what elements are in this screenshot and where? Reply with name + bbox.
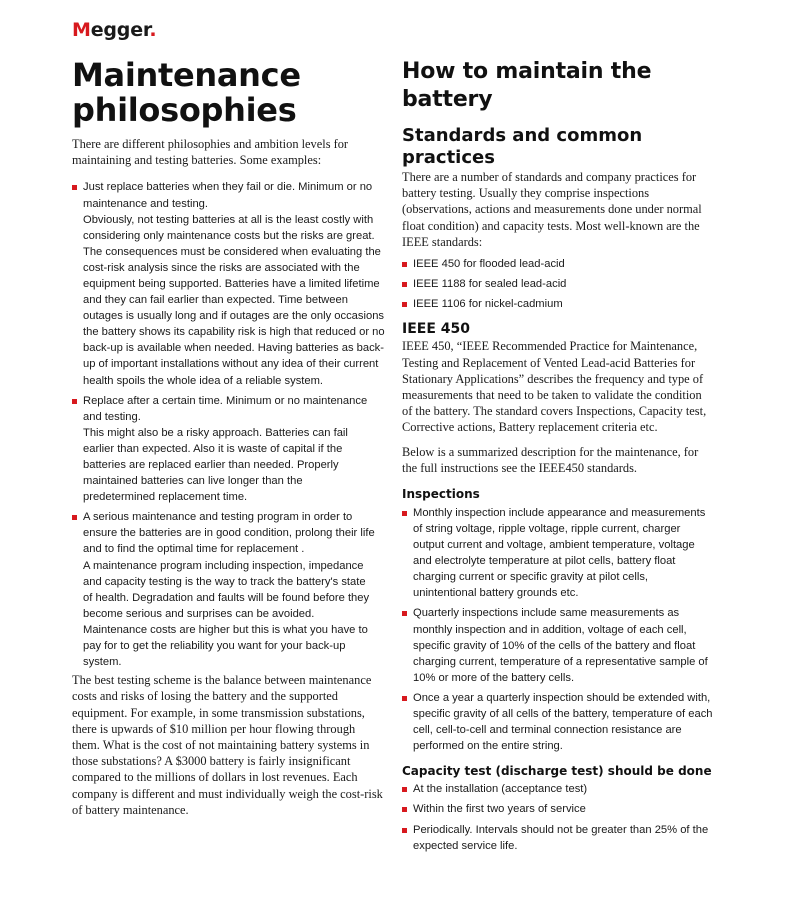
- list-item: Periodically. Intervals should not be greater than 25% of the expected service life.: [402, 822, 714, 854]
- capacity-test-heading: Capacity test (discharge test) should be done: [402, 764, 712, 779]
- list-item: [72, 393, 386, 506]
- list-item: [72, 509, 386, 670]
- bullet-lead: Replace after a certain time. Minimum or no maintenance and testing.: [83, 394, 368, 423]
- list-item: [72, 179, 386, 388]
- bullet-continuation: A maintenance program including inspection, impedance and capacity testing is the way to track the battery's state of health. Degradation and faults will be found before they become serious and surprises can be avoided. Maintenance costs are higher but this is what you have to pay for to get the reliability you want for your back-up system.: [83, 559, 370, 669]
- subsection-title: Standards and common practices: [402, 125, 643, 168]
- inspections-list: [402, 505, 714, 754]
- bullet-continuation: This might also be a risky approach. Batteries can fail earlier than expected. Also it is waste of capital if the batteries are replaced earlier than needed. Properly maintained batteries can live longer than the predetermined replacement time.: [83, 426, 348, 504]
- standards-list: [402, 256, 718, 312]
- philosophy-list: [72, 179, 386, 670]
- ieee-450-heading: IEEE 450: [402, 321, 470, 338]
- list-item: At the installation (acceptance test): [402, 781, 714, 797]
- list-item: IEEE 1188 for sealed lead-acid: [402, 276, 718, 292]
- list-item: Quarterly inspections include same measurements as monthly inspection and in addition, voltage of each cell, specific gravity of 10% of the cells of the battery and float charging current, temperature of a representative sample of 10% or more of the battery cells.: [402, 605, 714, 685]
- list-item: IEEE 450 for flooded lead-acid: [402, 256, 718, 272]
- page-title: Maintenance philosophies: [72, 56, 301, 129]
- standards-intro: There are a number of standards and company practices for battery testing. Usually they comprise inspections (observations, actions and measurements done under normal float condition) and capacity tests. Most well-known are the IEEE standards:: [402, 170, 702, 249]
- inspections-heading: Inspections: [402, 486, 480, 501]
- list-item: Once a year a quarterly inspection should be extended with, specific gravity of all cells of the battery, temperature of each cell, cell-to-cell and terminal connection resistance are performed on the entire string.: [402, 690, 714, 754]
- summary-paragraph: Below is a summarized description for the maintenance, for the full instructions see the IEEE450 standards.: [402, 444, 699, 475]
- list-item: IEEE 1106 for nickel-cadmium: [402, 296, 718, 312]
- right-column: [402, 58, 718, 854]
- intro-paragraph: There are different philosophies and ambition levels for maintaining and testing batteries. Some examples:: [72, 137, 349, 168]
- capacity-list: [402, 781, 714, 853]
- closing-paragraph: The best testing scheme is the balance between maintenance costs and risks of losing the battery and the supported equipment. For example, in some transmission substations, there is upwards of $10 million per hour flowing through them. What is the cost of not maintaining battery systems in those substations? A $3000 battery is fairly insignificant compared to the millions of dollars in lost revenues. Each company is different and must individually weigh the cost-risk of battery maintenance.: [72, 673, 383, 817]
- bullet-lead: Just replace batteries when they fail or die. Minimum or no maintenance and testing.: [83, 181, 373, 210]
- left-column: [72, 56, 385, 818]
- section-title: How to maintain the battery: [402, 59, 652, 112]
- megger-logo: Megger.: [72, 19, 157, 41]
- bullet-lead: A serious maintenance and testing program in order to ensure the batteries are in good condition, prolong their life and to find the optimal time for replacement .: [83, 511, 375, 556]
- bullet-continuation: Obviously, not testing batteries at all is the least costly with considering only maintenance costs but the risks are great. The consequences must be considered when evaluating the cost-risk analysis since the risks are associated with the equipment being supported. Batteries have a limited lifetime and they can fail earlier than expected. Time between outages is usually long and if outages are the only occasions the battery shows its capability risk is high that reduced or no back-up is available when needed. Having batteries as back-up of important installations without any idea of their current health spoils the whole idea of a reliable system.: [83, 213, 385, 387]
- list-item: Monthly inspection include appearance and measurements of string voltage, ripple voltage, ripple current, charger output current and voltage, ambient temperature, voltage and electrolyte temperature at pilot cells, battery float charging current or specific gravity at pilot cells, unintentional battery grounds etc.: [402, 505, 714, 602]
- ieee-450-paragraph: IEEE 450, “IEEE Recommended Practice for Maintenance, Testing and Replacement of Vented Lead-acid Batteries for Stationary Applications” describes the frequency and type of measurements that need to be taken to validate the condition of the battery. The standard covers Inspections, Capacity test, Corrective actions, Battery replacement criteria etc.: [402, 339, 707, 435]
- list-item: Within the first two years of service: [402, 801, 714, 817]
